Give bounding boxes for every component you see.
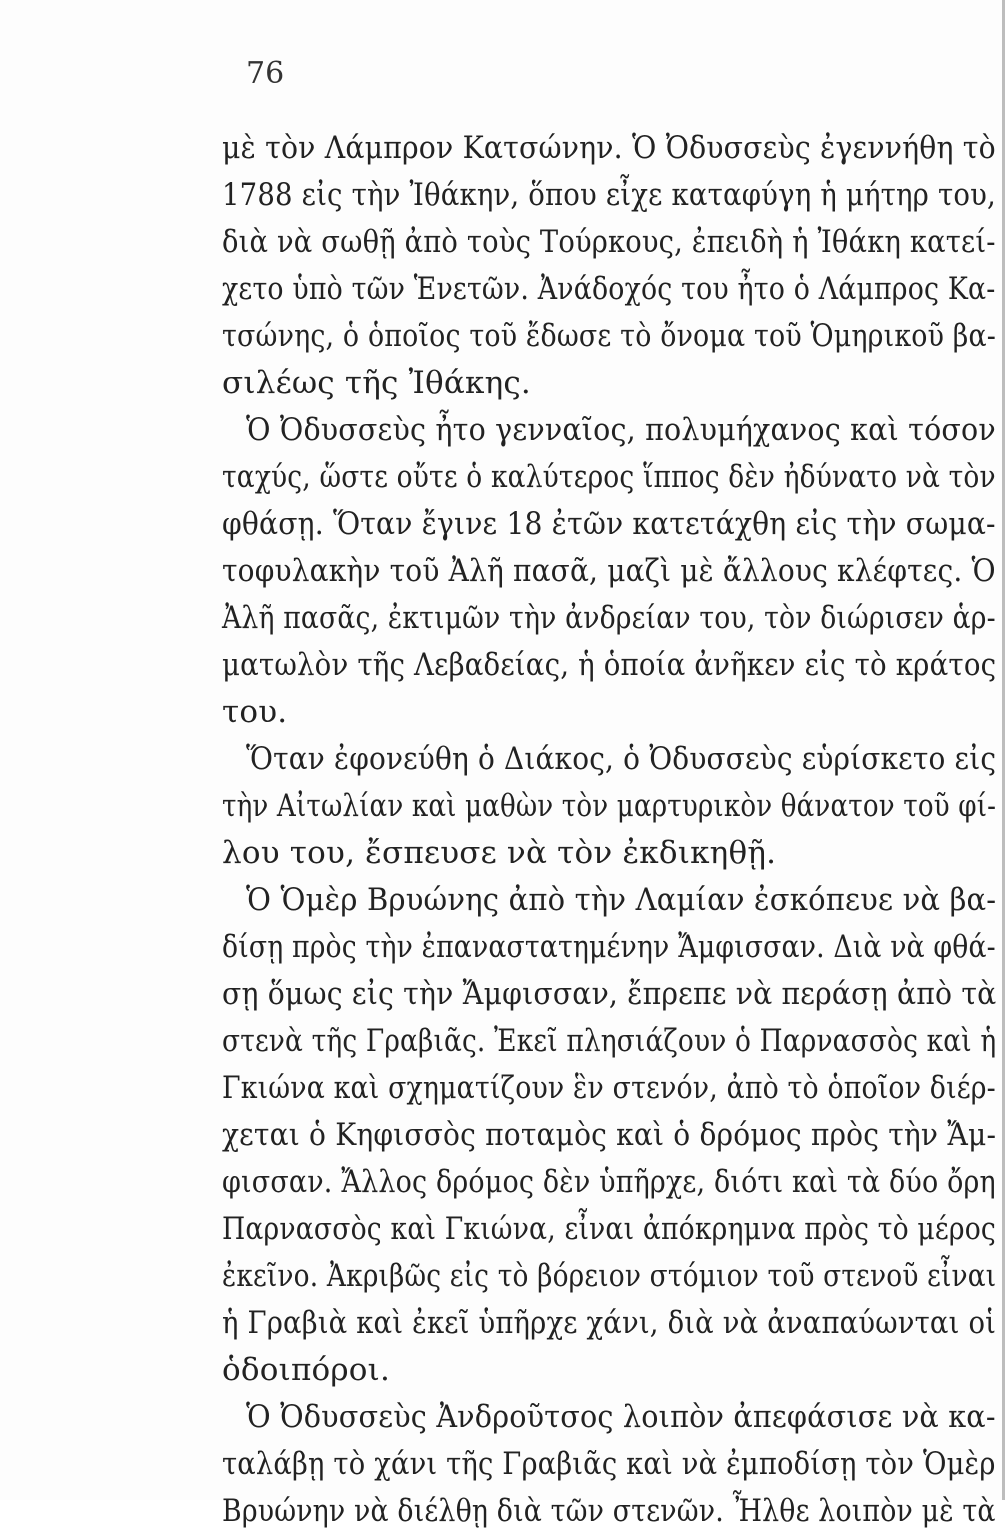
text-line: φθάσῃ. Ὅταν ἔγινε 18 ἐτῶν κατετάχθη εἰς τὴν σωμα- [222,506,996,542]
text-line: διὰ νὰ σωθῇ ἀπὸ τοὺς Τούρκους, ἐπειδὴ ἡ Ἰθάκη κατεί- [222,224,996,260]
text-line: τὴν Αἰτωλίαν καὶ μαθὼν τὸν μαρτυρικὸν θάνατον τοῦ φί- [222,788,997,824]
text-line: ὁδοιπόροι. [222,1352,391,1388]
text-line: Βρυώνην νὰ διέλθῃ διὰ τῶν στενῶν. Ἦλθε λοιπὸν μὲ τὰ [222,1493,996,1529]
text-line: χεται ὁ Κηφισσὸς ποταμὸς καὶ ὁ δρόμος πρὸς τὴν Ἄμ- [222,1117,997,1153]
text-line: Ὁ Ὁμὲρ Βρυώνης ἀπὸ τὴν Λαμίαν ἐσκόπευε νὰ βα- [246,882,997,918]
text-line: δίσῃ πρὸς τὴν ἐπαναστατημένην Ἄμφισσαν. Διὰ νὰ φθά- [222,929,996,965]
text-line: ταχύς, ὥστε οὔτε ὁ καλύτερος ἵππος δὲν ἠδύνατο νὰ τὸν [222,459,996,495]
text-line: μὲ τὸν Λάμπρον Κατσώνην. Ὁ Ὀδυσσεὺς ἐγεννήθη τὸ [222,130,996,166]
text-line: Γκιώνα καὶ σχηματίζουν ἓν στενόν, ἀπὸ τὸ ὁποῖον διέρ- [222,1070,996,1106]
text-line: σῃ ὅμως εἰς τὴν Ἄμφισσαν, ἔπρεπε νὰ περάσῃ ἀπὸ τὰ [222,976,997,1012]
text-line: ἡ Γραβιὰ καὶ ἐκεῖ ὑπῆρχε χάνι, διὰ νὰ ἀναπαύωνται οἱ [222,1305,997,1341]
text-line: ταλάβῃ τὸ χάνι τῆς Γραβιᾶς καὶ νὰ ἐμποδίσῃ τὸν Ὁμὲρ [222,1446,996,1482]
page-number: 76 [246,56,285,91]
text-line: σιλέως τῆς Ἰθάκης. [222,365,531,401]
text-line: τσώνης, ὁ ὁποῖος τοῦ ἔδωσε τὸ ὄνομα τοῦ Ὁμηρικοῦ βα- [222,318,997,354]
text-line: χετο ὑπὸ τῶν Ἑνετῶν. Ἀνάδοχός του ἦτο ὁ Λάμπρος Κα- [222,271,996,307]
text-line: Ὅταν ἐφονεύθη ὁ Διάκος, ὁ Ὀδυσσεὺς εὑρίσκετο εἰς [246,741,997,777]
text-line: Ὁ Ὀδυσσεὺς ἦτο γενναῖος, πολυμήχανος καὶ τόσον [246,412,996,448]
text-line: του. [222,694,288,730]
text-line: τοφυλακὴν τοῦ Ἀλῆ πασᾶ, μαζὶ μὲ ἄλλους κλέφτες. Ὁ [222,553,996,589]
text-line: λου του, ἔσπευσε νὰ τὸν ἐκδικηθῇ. [222,835,777,871]
text-line: Ἀλῆ πασᾶς, ἐκτιμῶν τὴν ἀνδρείαν του, τὸν διώρισεν ἁρ- [222,600,996,636]
text-line: ἐκεῖνο. Ἀκριβῶς εἰς τὸ βόρειον στόμιον τοῦ στενοῦ εἶναι [222,1258,997,1294]
text-line: φισσαν. Ἄλλος δρόμος δὲν ὑπῆρχε, διότι καὶ τὰ δύο ὄρη [222,1164,996,1200]
text-line: ματωλὸν τῆς Λεβαδείας, ἡ ὁποία ἀνῆκεν εἰς τὸ κράτος [222,647,997,683]
text-line: Ὁ Ὀδυσσεὺς Ἀνδροῦτσος λοιπὸν ἀπεφάσισε νὰ κα- [246,1399,996,1435]
text-line: στενὰ τῆς Γραβιᾶς. Ἐκεῖ πλησιάζουν ὁ Παρνασσὸς καὶ ἡ [222,1023,997,1059]
text-line: 1788 εἰς τὴν Ἰθάκην, ὅπου εἶχε καταφύγη ἡ μήτηρ του, [222,177,996,213]
text-line: Παρνασσὸς καὶ Γκιώνα, εἶναι ἀπόκρημνα πρὸς τὸ μέρος [222,1211,996,1247]
